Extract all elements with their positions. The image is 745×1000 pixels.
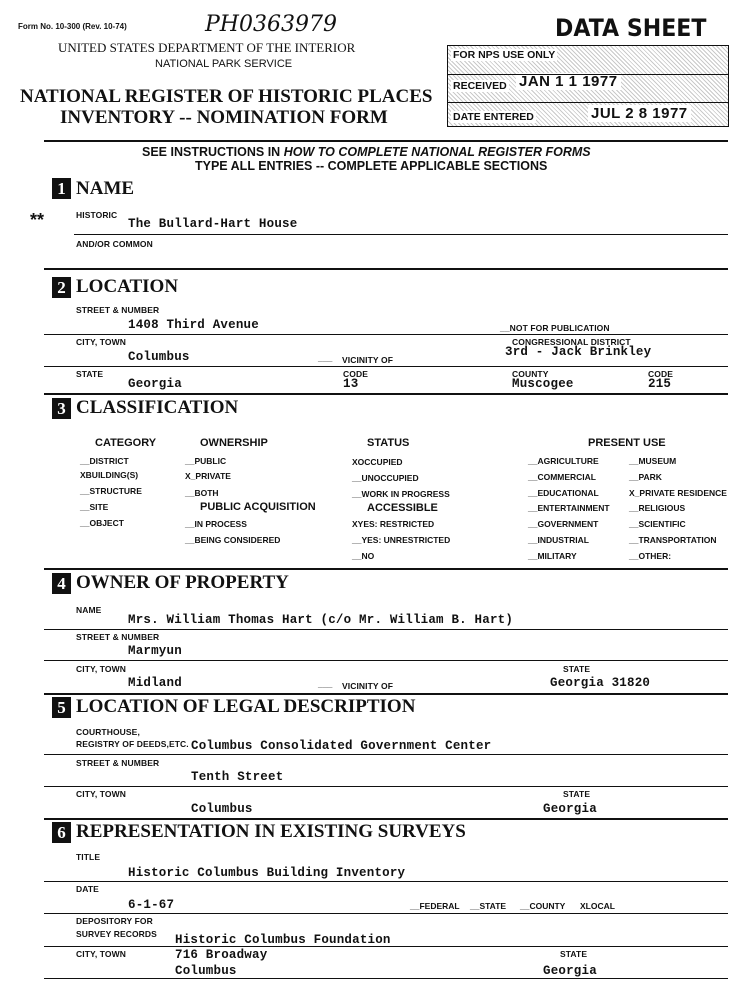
present-use-option: __PARK [629,472,662,482]
divider [44,268,728,270]
present-use-option: __RELIGIOUS [629,503,686,513]
form-title-line2: INVENTORY -- NOMINATION FORM [60,107,388,128]
divider [44,366,728,367]
county-value: Muscogee [512,377,574,391]
department-name: UNITED STATES DEPARTMENT OF THE INTERIOR [58,40,356,55]
present-use-option: __ENTERTAINMENT [528,503,610,513]
status-option: __UNOCCUPIED [352,473,419,483]
form-number: Form No. 10-300 (Rev. 10-74) [18,22,127,31]
received-date: JAN 1 1 1977 [516,73,621,90]
divider [44,568,728,570]
acquisition-option: __BEING CONSIDERED [185,535,281,545]
legal-city-label: CITY, TOWN [76,789,126,799]
vicinity-blank: ___ [318,353,333,363]
section-2-title: LOCATION [76,276,179,297]
data-sheet-stamp: DATA SHEET [555,14,707,42]
category-option: __DISTRICT [80,456,129,466]
public-acquisition-heading: PUBLIC ACQUISITION [200,501,316,513]
instructions-line2: TYPE ALL ENTRIES -- COMPLETE APPLICABLE SECTIONS [195,159,548,173]
ownership-option: __PUBLIC [185,456,227,466]
survey-city-value-line2: Columbus [175,964,237,978]
owner-state-value: Georgia 31820 [550,676,651,690]
state-code-value: 13 [343,377,359,391]
legal-street-value: Tenth Street [191,770,284,784]
congressional-district-value: 3rd - Jack Brinkley [505,345,652,359]
present-use-option: X_PRIVATE RESIDENCE [629,488,727,498]
section-6-number: 6 [52,822,71,843]
congressional-district-label: CONGRESSIONAL DISTRICT [512,337,631,347]
divider [44,393,728,395]
nps-box-label: FOR NPS USE ONLY [453,49,556,61]
survey-level-option: __FEDERAL [410,901,460,911]
county-code-value: 215 [648,377,672,391]
date-entered-label: DATE ENTERED [453,111,534,123]
instructions-line1: SEE INSTRUCTIONS IN HOW TO COMPLETE NATIONAL REGISTER FORMS [142,145,591,159]
section-5-title: LOCATION OF LEGAL DESCRIPTION [76,696,416,717]
owner-state-label: STATE [563,664,591,674]
divider [44,629,728,630]
legal-state-value: Georgia [543,802,597,816]
accessible-option: XYES: RESTRICTED [352,519,435,529]
ownership-heading: OWNERSHIP [200,437,268,449]
status-heading: STATUS [367,437,410,449]
present-use-option: __AGRICULTURE [528,456,599,466]
present-use-option: __INDUSTRIAL [528,535,589,545]
accessible-heading: ACCESSIBLE [367,502,438,514]
vicinity-blank: ___ [318,679,333,689]
category-option: __SITE [80,502,109,512]
section-1-title: NAME [76,178,135,199]
city-value: Columbus [128,350,190,364]
owner-street-label: STREET & NUMBER [76,632,160,642]
present-use-option: __EDUCATIONAL [528,488,599,498]
depository-label-line2: SURVEY RECORDS [76,929,157,939]
date-entered-value: JUL 2 8 1977 [588,105,691,122]
owner-vicinity-label: VICINITY OF [342,681,394,691]
section-3-title: CLASSIFICATION [76,397,239,418]
status-option: XOCCUPIED [352,457,403,467]
section-2-number: 2 [52,277,71,298]
legal-city-value: Columbus [191,802,253,816]
divider [44,786,728,787]
survey-level-option: XLOCAL [580,901,615,911]
legal-street-label: STREET & NUMBER [76,758,160,768]
divider [44,334,728,335]
section-5-number: 5 [52,697,71,718]
section-3-number: 3 [52,398,71,419]
handwritten-mark: ** [30,210,45,230]
common-name-label: AND/OR COMMON [76,239,153,249]
street-value: 1408 Third Avenue [128,318,259,332]
owner-street-value: Marmyun [128,644,182,658]
accessible-option: __YES: UNRESTRICTED [352,535,451,545]
form-title-line1: NATIONAL REGISTER OF HISTORIC PLACES [20,86,433,107]
courthouse-label: COURTHOUSE, [76,727,140,737]
registry-value: Columbus Consolidated Government Center [191,739,492,753]
present-use-heading: PRESENT USE [588,437,666,449]
survey-level-option: __STATE [470,901,507,911]
divider [74,234,728,235]
survey-city-value-line1: 716 Broadway [175,948,268,962]
vicinity-label: VICINITY OF [342,355,394,365]
historic-label: HISTORIC [76,210,118,220]
survey-title-value: Historic Columbus Building Inventory [128,866,406,880]
category-option: __OBJECT [80,518,124,528]
nps-use-box [447,45,729,127]
divider [44,946,728,947]
divider [44,754,728,755]
county-label: COUNTY [512,369,549,379]
not-for-publication: __NOT FOR PUBLICATION [500,323,610,333]
owner-name-value: Mrs. William Thomas Hart (c/o Mr. William B. Hart) [128,613,514,627]
divider [44,913,728,914]
ownership-option: X_PRIVATE [185,471,231,481]
owner-name-label: NAME [76,605,102,615]
present-use-option: __MILITARY [528,551,577,561]
legal-state-label: STATE [563,789,591,799]
received-label: RECEIVED [453,80,507,92]
state-label: STATE [76,369,104,379]
divider [44,881,728,882]
category-option: __STRUCTURE [80,486,142,496]
accessible-option: __NO [352,551,375,561]
survey-date-value: 6-1-67 [128,898,175,912]
category-heading: CATEGORY [95,437,157,449]
survey-title-label: TITLE [76,852,101,862]
survey-city-label: CITY, TOWN [76,949,126,959]
present-use-option: __SCIENTIFIC [629,519,686,529]
section-1-number: 1 [52,178,71,199]
historic-name-value: The Bullard-Hart House [128,217,298,231]
service-name: NATIONAL PARK SERVICE [155,58,293,70]
owner-city-label: CITY, TOWN [76,664,126,674]
present-use-option: __TRANSPORTATION [629,535,717,545]
present-use-option: __OTHER: [629,551,672,561]
present-use-option: __MUSEUM [629,456,677,466]
street-label: STREET & NUMBER [76,305,160,315]
present-use-option: __GOVERNMENT [528,519,599,529]
status-option: __WORK IN PROGRESS [352,489,450,499]
divider [44,978,728,979]
ownership-option: __BOTH [185,488,219,498]
survey-state-value: Georgia [543,964,597,978]
present-use-option: __COMMERCIAL [528,472,597,482]
state-code-label: CODE [343,369,368,379]
survey-state-label: STATE [560,949,588,959]
depository-label-line1: DEPOSITORY FOR [76,916,153,926]
category-option: XBUILDING(S) [80,470,139,480]
state-value: Georgia [128,377,182,391]
section-6-title: REPRESENTATION IN EXISTING SURVEYS [76,821,466,842]
divider [44,693,728,695]
divider [44,818,728,820]
survey-level-option: __COUNTY [520,901,566,911]
acquisition-option: __IN PROCESS [185,519,247,529]
divider [44,660,728,661]
survey-date-label: DATE [76,884,99,894]
section-4-number: 4 [52,573,71,594]
depository-value: Historic Columbus Foundation [175,933,391,947]
county-code-label: CODE [648,369,673,379]
section-4-title: OWNER OF PROPERTY [76,572,289,593]
city-label: CITY, TOWN [76,337,126,347]
divider [44,140,728,142]
owner-city-value: Midland [128,676,182,690]
registry-label: REGISTRY OF DEEDS,ETC. [76,739,189,749]
handwritten-reference: PH0363979 [205,12,337,37]
